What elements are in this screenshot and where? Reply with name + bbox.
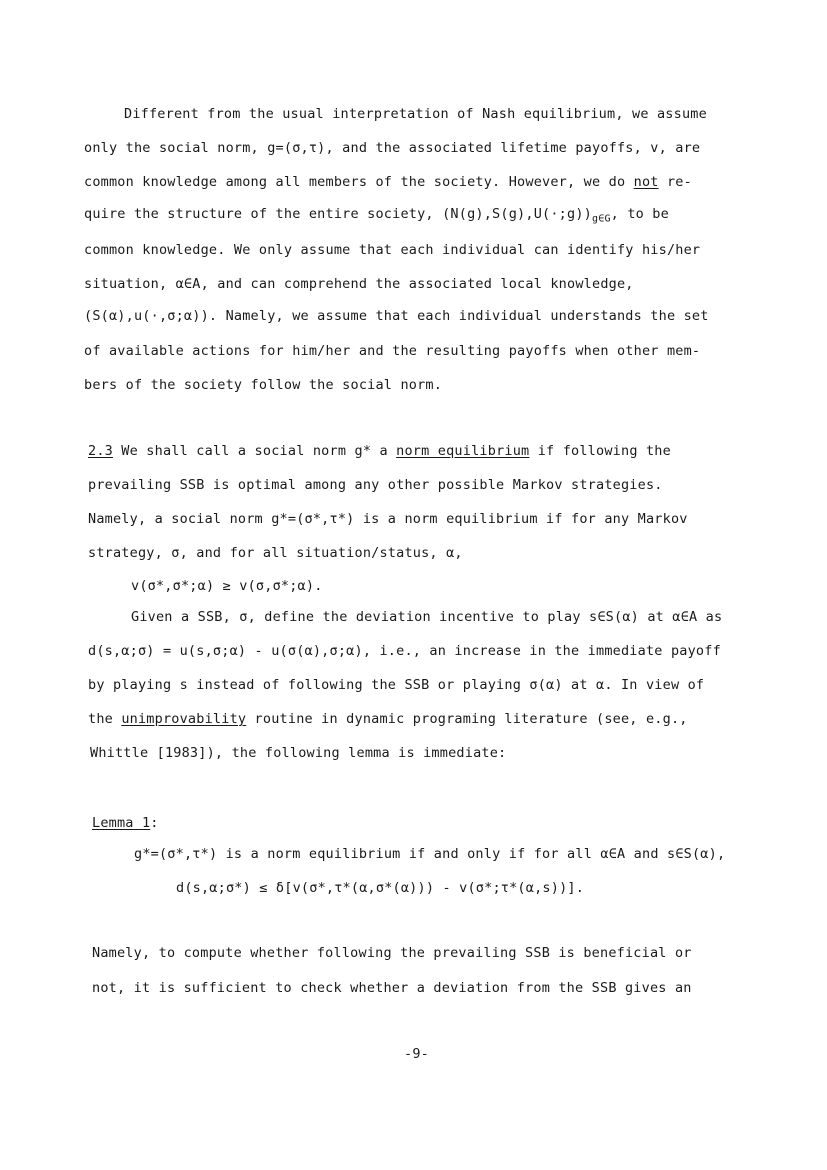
text-line: Namely, a social norm g*=(σ*,τ*) is a norm equilibrium if for any Markov: [88, 511, 688, 527]
lemma-statement: g*=(σ*,τ*) is a norm equilibrium if and only if for all α∈A and s∈S(α),: [134, 846, 726, 862]
text-line: prevailing SSB is optimal among any other possible Markov strategies.: [88, 477, 663, 493]
subscript: g∈G: [592, 213, 611, 225]
text-line: the unimprovability routine in dynamic programing literature (see, e.g.,: [88, 711, 688, 727]
equation: v(σ*,σ*;α) ≥ v(σ,σ*;α).: [131, 578, 323, 594]
text-line: Given a SSB, σ, define the deviation incentive to play s∈S(α) at α∈A as: [131, 609, 723, 625]
lemma-title: Lemma 1: [92, 815, 151, 831]
lemma-heading: Lemma 1:: [92, 815, 159, 831]
text-line: only the social norm, g=(σ,τ), and the associated lifetime payoffs, v, are: [84, 140, 701, 156]
lemma-equation: d(s,α;σ*) ≤ δ[v(σ*,τ*(α,σ*(α))) - v(σ*;τ*(α,s))].: [176, 880, 585, 896]
text-line: Namely, to compute whether following the prevailing SSB is beneficial or: [92, 945, 692, 961]
text-line: not, it is sufficient to check whether a deviation from the SSB gives an: [92, 980, 692, 996]
emphasis-not: not: [633, 174, 659, 190]
term-norm-equilibrium: norm equilibrium: [396, 443, 530, 459]
text-line: (S(α),u(·,σ;α)). Namely, we assume that each individual understands the set: [84, 308, 709, 324]
section-number: 2.3: [88, 443, 113, 459]
text-line: d(s,α;σ) = u(s,σ;α) - u(σ(α),σ;α), i.e., an increase in the immediate payoff: [88, 643, 721, 659]
page-number: -9-: [404, 1046, 429, 1062]
text-line: situation, α∈A, and can comprehend the associated local knowledge,: [84, 276, 634, 292]
text-line: common knowledge. We only assume that each individual can identify his/her: [84, 242, 701, 258]
section-2-3-first-line: 2.3 We shall call a social norm g* a norm equilibrium if following the: [88, 443, 671, 459]
text-line: by playing s instead of following the SSB or playing σ(α) at α. In view of: [88, 677, 705, 693]
text-line: Whittle [1983]), the following lemma is immediate:: [90, 745, 507, 761]
term-unimprovability: unimprovability: [121, 711, 247, 727]
text-line: Different from the usual interpretation of Nash equilibrium, we assume: [124, 106, 707, 122]
text-line: quire the structure of the entire society, $(N(g),S(g),U(\cdot;g))_{g\in G}$, to be: [84, 206, 669, 225]
text-line: common knowledge among all members of the society. However, we do not re-: [84, 174, 692, 190]
text-line: of available actions for him/her and the resulting payoffs when other mem-: [84, 343, 701, 359]
text-line: strategy, σ, and for all situation/status, α,: [88, 545, 463, 561]
text-line: bers of the society follow the social norm.: [84, 377, 443, 393]
